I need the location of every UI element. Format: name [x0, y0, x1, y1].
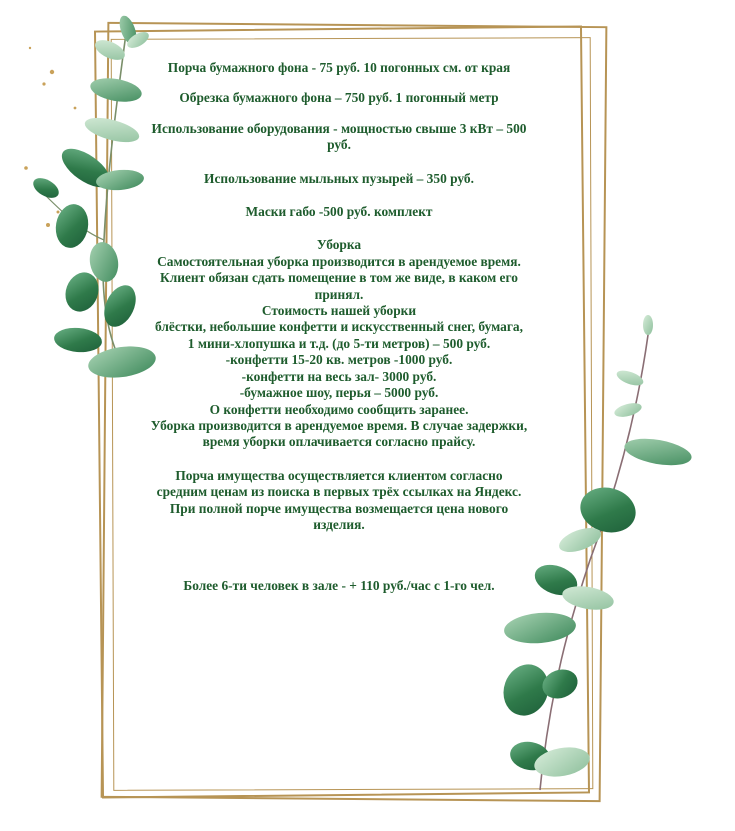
confetti-notice: О конфетти необходимо сообщить заранее. — [209, 401, 469, 417]
extra-people-line: Более 6-ти человек в зале - + 110 руб./час с 1-го чел. — [183, 578, 495, 594]
damage-policy: Порча имущества осуществляется клиентом согласно средним ценам из поиска в первых трёх ссылках на Яндекс. При полной порче имущества возмещается цена нового изделия. — [156, 467, 522, 532]
cleaning-item: -конфетти на весь зал- 3000 руб. — [241, 368, 437, 384]
cleaning-rule: Самостоятельная уборка производится в арендуемое время. Клиент обязан сдать помещение в том же виде, в каком его принял. — [157, 253, 521, 302]
cleaning-heading: Уборка — [316, 237, 362, 253]
paper-cut-line: Обрезка бумажного фона – 750 руб. 1 погонный метр — [179, 90, 499, 106]
paper-damage-line: Порча бумажного фона - 75 руб. 10 погонных см. от края — [167, 60, 511, 75]
cleaning-item: -бумажное шоу, перья – 5000 руб. — [239, 385, 439, 401]
cleaning-item: блёстки, небольшие конфетти и искусственный снег, бумага, 1 мини-хлопушка и т.д. (до 5-ти метров) – 500 руб. — [155, 319, 523, 351]
cleaning-item: -конфетти 15-20 кв. метров -1000 руб. — [225, 352, 453, 368]
cleaning-delay-note: Уборка производится в арендуемое время. В случае задержки, время уборки оплачивается согласно прайсу. — [150, 417, 528, 450]
left-eucalyptus-branch-icon — [30, 14, 158, 382]
equipment-line: Использование оборудования - мощностью свыше 3 кВт – 500 руб. — [151, 120, 527, 153]
bubbles-line: Использование мыльных пузырей – 350 руб. — [204, 170, 474, 186]
price-list-text — [150, 60, 528, 595]
masks-line: Маски габо -500 руб. комплект — [245, 204, 433, 220]
cleaning-cost-heading: Стоимость нашей уборки — [261, 303, 417, 319]
